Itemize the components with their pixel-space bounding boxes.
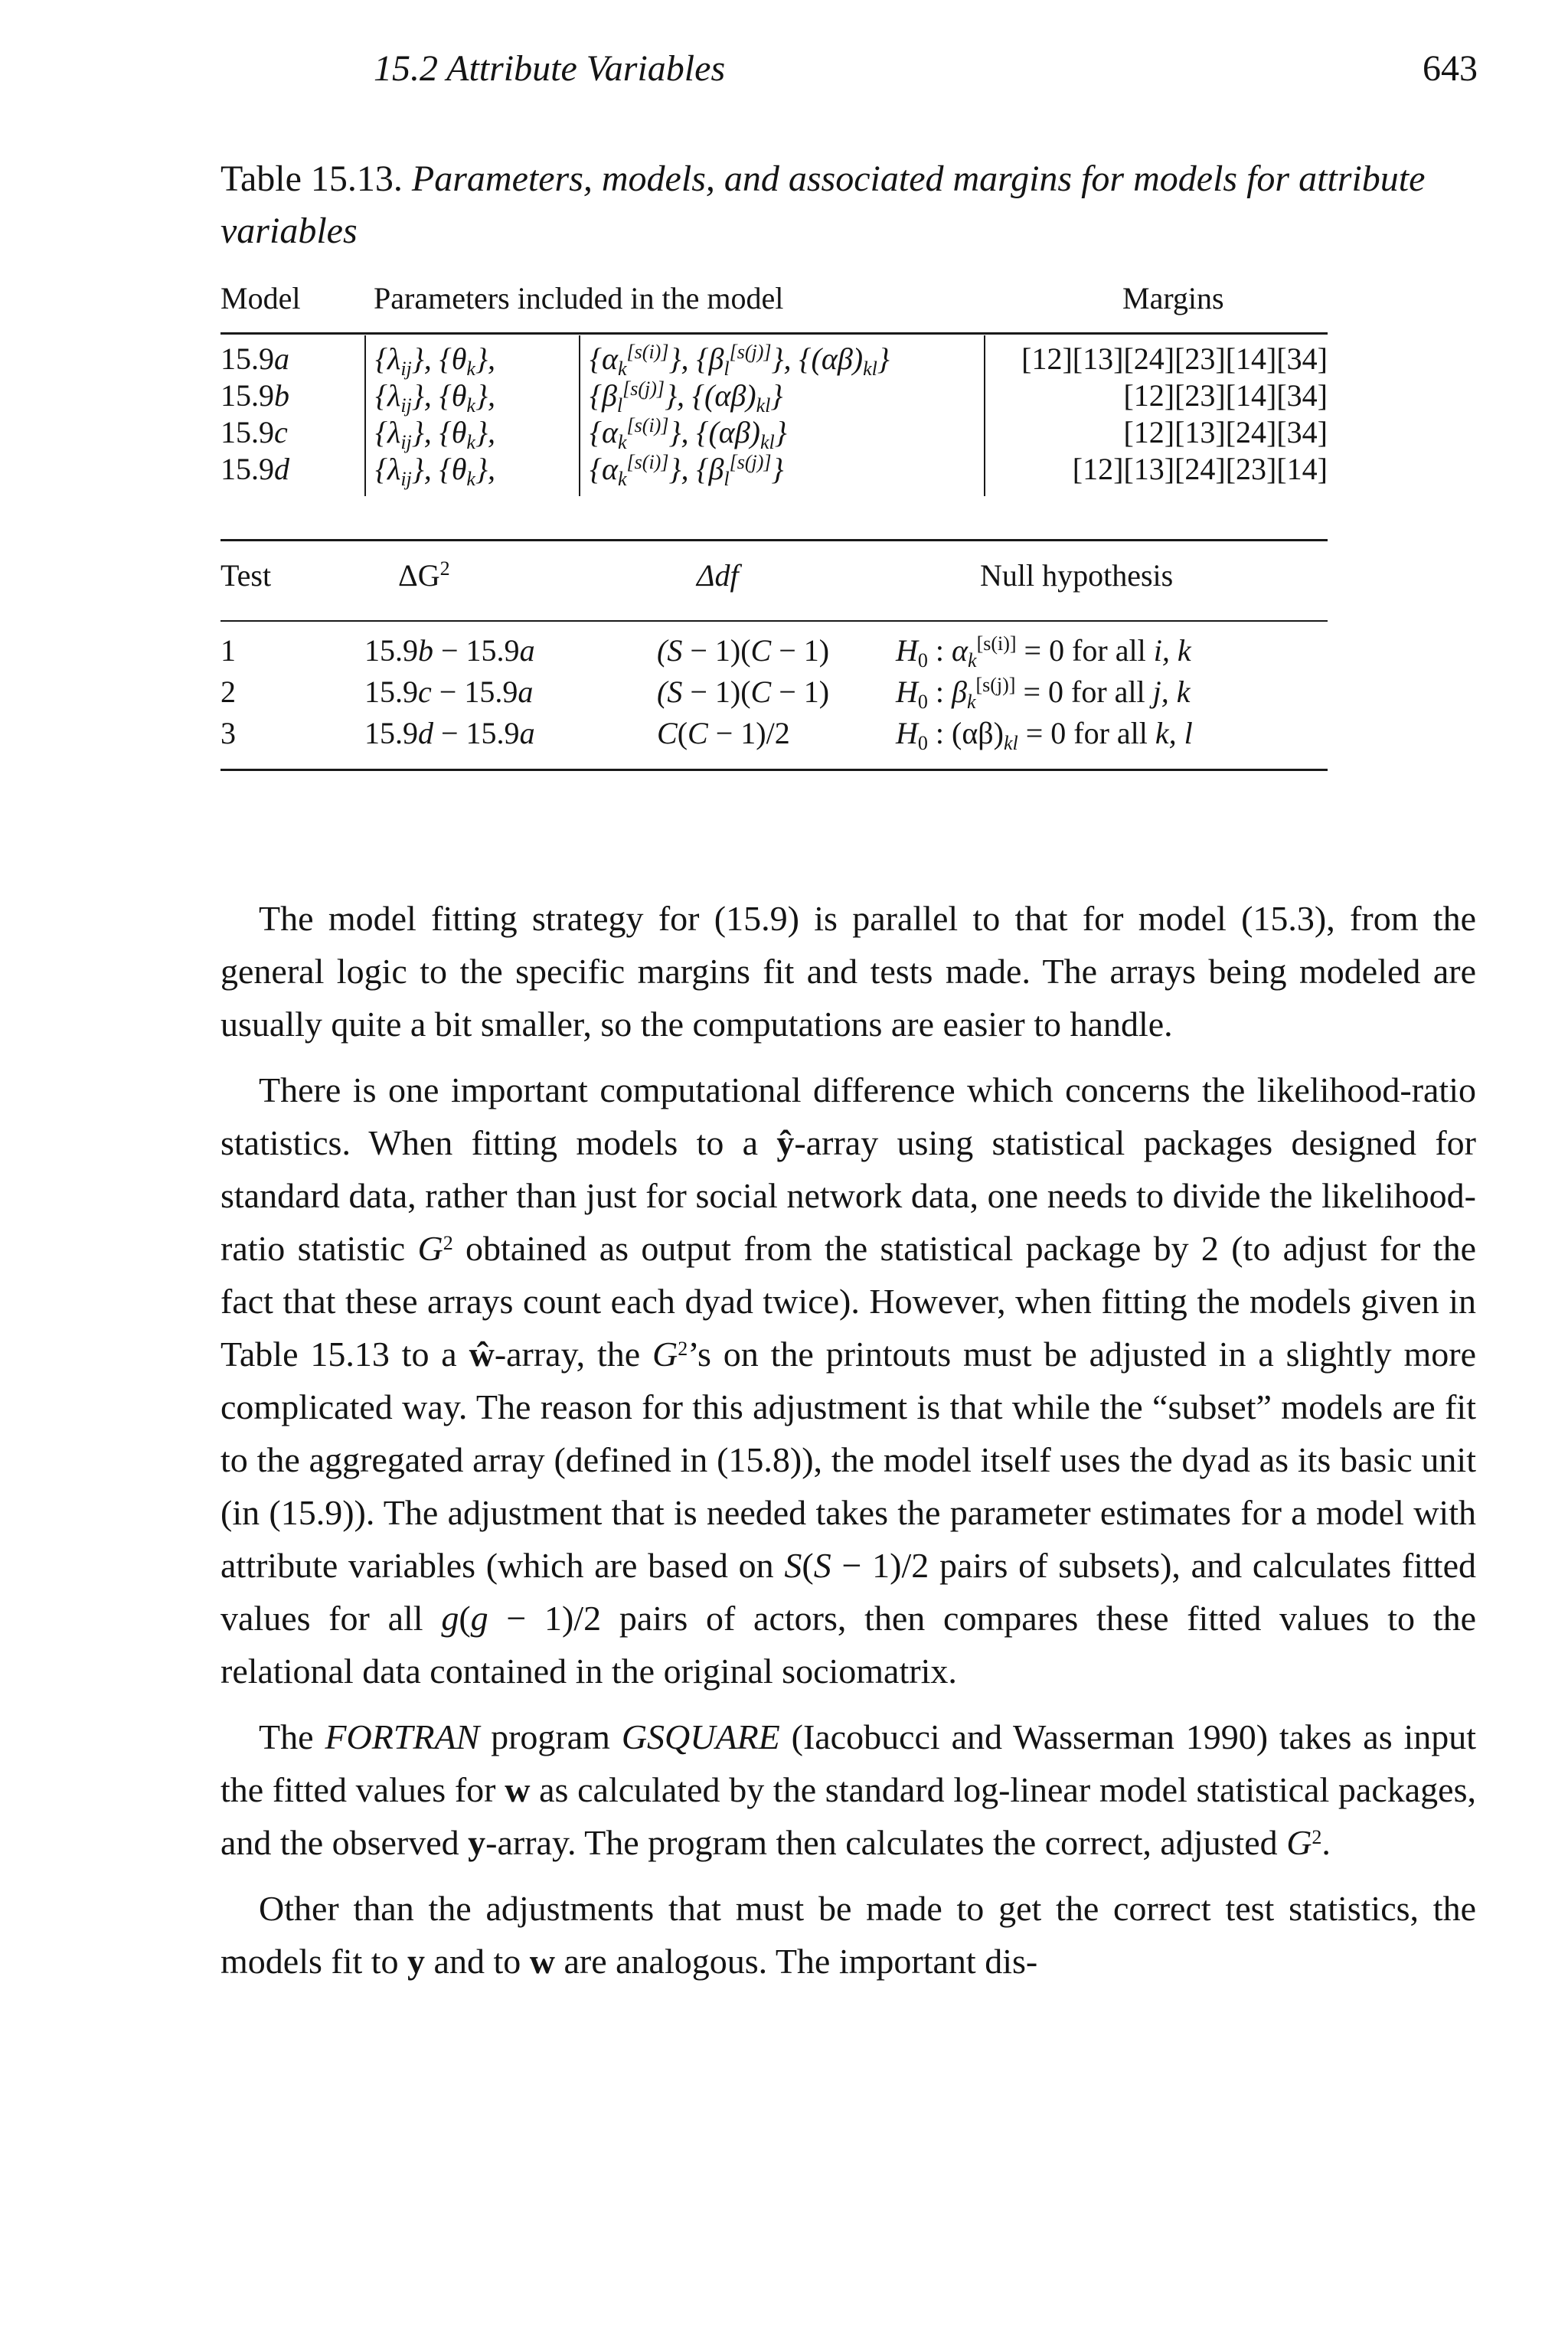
attr-param-run: }, {β bbox=[668, 341, 724, 376]
table-rule-mid bbox=[220, 539, 1328, 541]
model-id bbox=[220, 414, 288, 451]
test-null-run: 0 bbox=[917, 691, 928, 713]
test-null-run: H bbox=[896, 716, 918, 750]
base-param-run: ij bbox=[400, 358, 412, 380]
model-attr-params bbox=[590, 341, 890, 380]
test-row bbox=[220, 674, 1328, 715]
model-letter: b bbox=[274, 378, 289, 413]
body-paragraph-run: (Iacobucci and Wasserman 1990) takes as input the fitted values for bbox=[220, 1717, 1477, 1809]
body-paragraph-run: G bbox=[1286, 1823, 1312, 1862]
test-null-hypothesis bbox=[896, 674, 1191, 711]
body-paragraph-run: ŷ bbox=[776, 1123, 795, 1162]
test-dg2-run: 15.9 bbox=[364, 675, 418, 709]
models-block bbox=[220, 341, 1328, 488]
body-paragraph-run: w bbox=[529, 1942, 555, 1981]
model-row bbox=[220, 341, 1328, 380]
test-null-hypothesis bbox=[896, 632, 1191, 669]
running-head: 15.2 Attribute Variables bbox=[374, 48, 726, 89]
model-number: 15.9 bbox=[220, 452, 274, 486]
test-null-run: = 0 for all bbox=[1015, 675, 1153, 709]
test-df bbox=[657, 632, 829, 669]
test-df-run: C bbox=[688, 716, 708, 750]
model-row bbox=[220, 451, 1328, 488]
body-paragraph-run: -array, the bbox=[494, 1335, 652, 1374]
base-param-run: k bbox=[466, 431, 475, 453]
model-base-params bbox=[375, 414, 495, 451]
col-header-margins: Margins bbox=[1122, 281, 1224, 315]
attr-param-run: kl bbox=[863, 358, 877, 380]
attr-param-run: k bbox=[618, 468, 627, 490]
model-letter: d bbox=[274, 452, 289, 486]
body-paragraph-run: There is one important computational difference which concerns the likelihood-ratio statistics. When fitting models to a bbox=[220, 1070, 1476, 1162]
attr-param-run: k bbox=[618, 358, 627, 380]
body-paragraph-run: ( bbox=[459, 1599, 471, 1638]
test-df bbox=[657, 674, 829, 711]
base-param-run: }, bbox=[475, 378, 495, 413]
test-dg2-run: − 15.9 bbox=[433, 633, 520, 668]
model-attr-params bbox=[590, 377, 783, 417]
test-df bbox=[657, 715, 790, 752]
test-null-run: [s(j)] bbox=[975, 674, 1016, 696]
table-rule-tests bbox=[220, 620, 1328, 622]
model-base-params bbox=[375, 341, 495, 380]
table-header-row bbox=[220, 280, 1328, 317]
base-param-run: }, bbox=[475, 452, 495, 486]
base-param-run: k bbox=[466, 394, 475, 417]
body-paragraph-run: S bbox=[813, 1546, 831, 1585]
base-param-run: ij bbox=[400, 394, 412, 417]
body-paragraph-run: 2 bbox=[678, 1338, 688, 1360]
base-param-run: {λ bbox=[375, 341, 401, 376]
attr-param-run: l bbox=[616, 394, 623, 417]
body-paragraph-run: S bbox=[784, 1546, 802, 1585]
attr-param-run: {α bbox=[590, 341, 618, 376]
test-number: 2 bbox=[220, 675, 236, 709]
model-base-params bbox=[375, 451, 495, 488]
body-text bbox=[220, 892, 1476, 2001]
test-dg2-run: a bbox=[519, 716, 535, 750]
test-df-run: − 1)( bbox=[682, 633, 751, 668]
body-paragraph-run: . bbox=[1321, 1823, 1331, 1862]
body-paragraph bbox=[220, 1882, 1476, 1988]
model-attr-params bbox=[590, 414, 787, 451]
attr-param-run: [s(j)] bbox=[622, 377, 665, 400]
base-param-run: {λ bbox=[375, 378, 401, 413]
base-param-run: }, {θ bbox=[411, 415, 467, 449]
body-paragraph-run: G bbox=[417, 1229, 443, 1268]
model-letter: a bbox=[274, 341, 289, 376]
test-null-run: [s(i)] bbox=[976, 632, 1017, 655]
test-dg2-run: d bbox=[418, 716, 433, 750]
col-header-dg2-sup: 2 bbox=[439, 557, 450, 580]
body-paragraph-run: -array. The program then calculates the correct, adjusted bbox=[485, 1823, 1287, 1862]
test-df-run: − 1)/2 bbox=[707, 716, 790, 750]
model-margins: [12][13][24][34] bbox=[1123, 415, 1328, 449]
test-null-run: j, k bbox=[1152, 675, 1191, 709]
test-dg2-run: a bbox=[518, 675, 534, 709]
test-null-run: 0 bbox=[917, 649, 928, 671]
model-margins: [12][23][14][34] bbox=[1123, 378, 1328, 413]
test-df-run: − 1)( bbox=[682, 675, 751, 709]
model-margins: [12][13][24][23][14] bbox=[1072, 452, 1328, 486]
page-number: 643 bbox=[1423, 48, 1478, 89]
col-header-df: Δdf bbox=[697, 558, 739, 593]
table-label: Table 15.13. bbox=[220, 158, 403, 199]
test-dg2-run: c bbox=[418, 675, 432, 709]
base-param-run: ij bbox=[400, 431, 412, 453]
model-number: 15.9 bbox=[220, 415, 274, 449]
base-param-run: k bbox=[466, 468, 475, 490]
model-attr-params bbox=[590, 451, 784, 488]
test-dg2-run: a bbox=[519, 633, 535, 668]
test-number: 3 bbox=[220, 716, 236, 750]
body-paragraph-run: Other than the adjustments that must be made to get the correct test statistics, the models fit to bbox=[220, 1889, 1476, 1981]
base-param-run: k bbox=[466, 358, 475, 380]
test-dg2 bbox=[364, 715, 535, 752]
attr-param-run: k bbox=[618, 431, 627, 453]
body-paragraph-run: The bbox=[259, 1717, 325, 1756]
test-null-run: = 0 for all bbox=[1016, 633, 1154, 668]
attr-param-run: {β bbox=[590, 378, 617, 413]
test-null-run: H bbox=[896, 633, 918, 668]
test-dg2-run: b bbox=[418, 633, 433, 668]
attr-param-run: }, {(αβ) bbox=[668, 415, 761, 449]
test-row bbox=[220, 632, 1328, 674]
attr-param-run: } bbox=[774, 415, 787, 449]
table-vrule-mid bbox=[579, 335, 580, 496]
model-number: 15.9 bbox=[220, 378, 274, 413]
body-paragraph-run: as calculated by the standard log-linear model statistical packages, and the observed bbox=[220, 1770, 1476, 1862]
attr-param-run: [s(j)] bbox=[729, 451, 772, 473]
test-dg2-run: 15.9 bbox=[364, 633, 418, 668]
body-paragraph-run: − 1)/2 pairs of subsets), and calculates fitted values for all bbox=[220, 1546, 1476, 1638]
test-null-hypothesis bbox=[896, 715, 1193, 752]
test-null-run: : (αβ) bbox=[927, 716, 1004, 750]
base-param-run: ij bbox=[400, 468, 412, 490]
body-paragraph-run: GSQUARE bbox=[621, 1717, 780, 1756]
attr-param-run: }, {(αβ) bbox=[665, 378, 756, 413]
test-df-run: − 1) bbox=[771, 633, 830, 668]
col-header-dg2: ΔG bbox=[398, 558, 440, 593]
model-row bbox=[220, 414, 1328, 451]
test-dg2-run: − 15.9 bbox=[431, 675, 518, 709]
test-dg2-run: − 15.9 bbox=[433, 716, 520, 750]
test-df-run: C bbox=[750, 675, 772, 709]
body-paragraph-run: G bbox=[652, 1335, 678, 1374]
attr-param-run: [s(i)] bbox=[626, 451, 669, 473]
body-paragraph-run: obtained as output from the statistical package by 2 (to adjust for the fact that these arrays count each dyad twice). However, when fitting the models given in Table 15.13 to a bbox=[220, 1229, 1476, 1374]
attr-param-run: [s(i)] bbox=[626, 414, 669, 436]
base-param-run: }, {θ bbox=[411, 452, 467, 486]
body-paragraph-run: w bbox=[505, 1770, 531, 1809]
body-paragraph-run: ’s on the printouts must be adjusted in a slightly more complicated way. The reason for this adjustment is that while the “subset” models are fit to the aggregated array (defined in (15.8)), the model itself uses the dyad as its basic unit (in (15.9)). The adjustment that is needed takes the parameter estimates for a model with attribute variables (which are based on bbox=[220, 1335, 1477, 1585]
body-paragraph-run: and to bbox=[425, 1942, 530, 1981]
test-dg2-run: 15.9 bbox=[364, 716, 418, 750]
attr-param-run: l bbox=[724, 468, 730, 490]
test-df-run: C bbox=[657, 716, 678, 750]
base-param-run: {λ bbox=[375, 452, 401, 486]
col-header-parameters: Parameters included in the model bbox=[374, 281, 784, 315]
table-vrule-right bbox=[984, 335, 985, 496]
model-number: 15.9 bbox=[220, 341, 274, 376]
model-base-params bbox=[375, 377, 495, 417]
test-null-run: β bbox=[952, 675, 967, 709]
body-paragraph-run: The model fitting strategy for (15.9) is parallel to that for model (15.3), from the general logic to the specific margins fit and tests made. The arrays being modeled are usually quite a bit smaller, so the computations are easier to handle. bbox=[220, 899, 1476, 1044]
base-param-run: {λ bbox=[375, 415, 401, 449]
test-df-run: ( bbox=[677, 716, 688, 750]
body-paragraph-run: ( bbox=[802, 1546, 814, 1585]
body-paragraph bbox=[220, 892, 1476, 1050]
test-null-run: k, l bbox=[1155, 716, 1193, 750]
table-caption bbox=[220, 153, 1476, 257]
test-null-run: 0 bbox=[917, 732, 928, 754]
model-id bbox=[220, 377, 289, 414]
model-row bbox=[220, 377, 1328, 417]
test-null-run: k bbox=[966, 691, 976, 713]
test-null-run: i, k bbox=[1153, 633, 1191, 668]
attr-param-run: } bbox=[770, 378, 783, 413]
test-dg2 bbox=[364, 674, 533, 711]
tests-block bbox=[220, 632, 1328, 756]
test-null-run: : bbox=[927, 633, 952, 668]
attr-param-run: }, {β bbox=[668, 452, 724, 486]
table-rule-top bbox=[220, 332, 1328, 335]
base-param-run: }, bbox=[475, 415, 495, 449]
body-paragraph-run: g bbox=[441, 1599, 459, 1638]
attr-param-run: }, {(αβ) bbox=[771, 341, 864, 376]
col-header-model: Model bbox=[220, 281, 301, 315]
body-paragraph-run: g bbox=[470, 1599, 488, 1638]
attr-param-run: } bbox=[771, 452, 784, 486]
tests-header-row bbox=[220, 557, 1328, 594]
body-paragraph-run: y bbox=[407, 1942, 426, 1981]
col-header-null: Null hypothesis bbox=[980, 558, 1174, 593]
base-param-run: }, bbox=[475, 341, 495, 376]
test-number: 1 bbox=[220, 633, 236, 668]
table-caption-text: Parameters, models, and associated margins for models for attribute variables bbox=[220, 158, 1426, 251]
base-param-run: }, {θ bbox=[411, 341, 467, 376]
test-df-run: − 1) bbox=[771, 675, 830, 709]
attr-param-run: [s(j)] bbox=[729, 341, 772, 363]
model-letter: c bbox=[274, 415, 288, 449]
test-df-run: (S bbox=[657, 675, 683, 709]
attr-param-run: l bbox=[724, 358, 730, 380]
attr-param-run: {α bbox=[590, 415, 618, 449]
body-paragraph-run: -array using statistical packages designed for standard data, rather than just for social network data, one needs to divide the likelihood-ratio statistic bbox=[220, 1123, 1476, 1268]
table-rule-bottom bbox=[220, 769, 1328, 771]
body-paragraph-run: are analogous. The important dis- bbox=[554, 1942, 1038, 1981]
model-margins: [12][13][24][23][14][34] bbox=[1021, 341, 1328, 376]
test-row bbox=[220, 715, 1328, 756]
test-null-run: k bbox=[968, 649, 977, 671]
table-vrule-left bbox=[364, 335, 366, 496]
col-header-test: Test bbox=[220, 558, 272, 593]
body-paragraph-run: FORTRAN bbox=[325, 1717, 480, 1756]
body-paragraph bbox=[220, 1710, 1476, 1869]
body-paragraph-run: 2 bbox=[1312, 1826, 1322, 1848]
test-null-run: = 0 for all bbox=[1018, 716, 1155, 750]
test-df-run: C bbox=[750, 633, 772, 668]
attr-param-run: kl bbox=[756, 394, 771, 417]
test-null-run: H bbox=[896, 675, 918, 709]
attr-param-run: kl bbox=[760, 431, 775, 453]
model-id bbox=[220, 451, 289, 488]
test-df-run: (S bbox=[657, 633, 683, 668]
body-paragraph-run: program bbox=[479, 1717, 622, 1756]
attr-param-run: {α bbox=[590, 452, 618, 486]
test-null-run: : bbox=[927, 675, 952, 709]
body-paragraph-run: 2 bbox=[443, 1232, 453, 1254]
body-paragraph-run: ŵ bbox=[469, 1335, 495, 1374]
body-paragraph-run: y bbox=[468, 1823, 486, 1862]
test-dg2 bbox=[364, 632, 535, 669]
attr-param-run: [s(i)] bbox=[626, 341, 669, 363]
body-paragraph-run: − 1)/2 pairs of actors, then compares these fitted values to the relational data contained in the original sociomatrix. bbox=[220, 1599, 1476, 1691]
model-id bbox=[220, 341, 289, 377]
test-null-run: kl bbox=[1003, 732, 1018, 754]
base-param-run: }, {θ bbox=[411, 378, 467, 413]
body-paragraph bbox=[220, 1063, 1476, 1697]
test-null-run: α bbox=[952, 633, 969, 668]
attr-param-run: } bbox=[877, 341, 890, 376]
